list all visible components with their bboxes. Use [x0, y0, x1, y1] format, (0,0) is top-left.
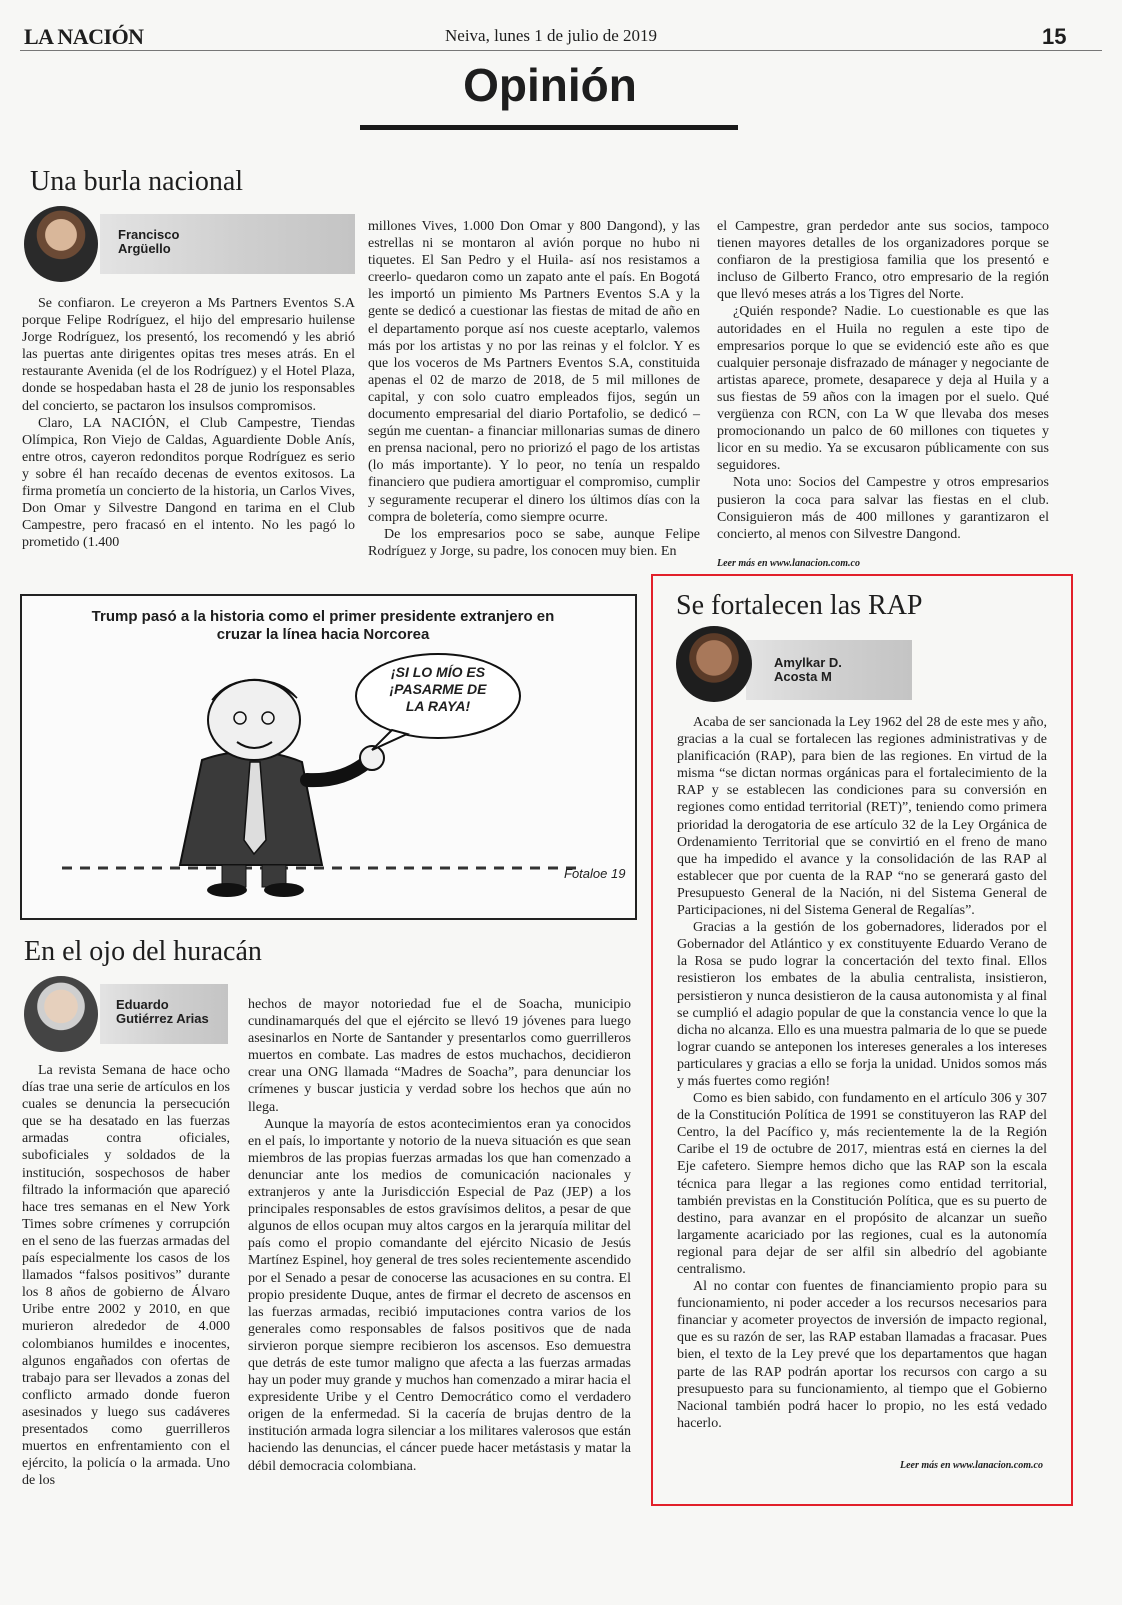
- paragraph: Aunque la mayoría de estos acontecimientos eran ya conocidos en el país, lo importante y notorio de la nueva situación es que sean miembros de las propias fuerzas armadas los que han comenzado a denunciar ante los medios de comunicación nacionales y extranjeros y ante la Jurisdicción Especial de Paz (JEP) a los principales responsables de estos gravísimos delitos, a pesar de que algunos de ellos ocupan muy altos cargos en la jerarquía militar del país como el propio comandante del ejército Nicasio de Jesús Martínez Espinel, hoy general de tres soles recientemente ascendido por el Senado a pesar de conocerse las acusaciones en su contra. El propio presidente Duque, antes de firmar el decreto de ascensos en las fuerzas armadas, recibió imputaciones contra varios de los generales como responsables de falsos positivos que de nada sirvieron porque siempre recibieron los ascensos. Eso demuestra que detrás de este tumor maligno que afecta a las fuerzas armadas hay un poder muy grande y muchos han comenzado a mirar hacia el expresidente Uribe y el Centro Democrático como el verdadero origen de la enfermedad. Si la cacería de brujas dentro de la institución armada logra silenciar a los militares valerosos que están haciendo las denuncias, el cáncer puede hacer metástasis y matar la débil democracia colombiana.: [248, 1116, 631, 1474]
- author-photo: [24, 976, 98, 1052]
- author-photo: [676, 626, 752, 702]
- article-headline: Se fortalecen las RAP: [676, 590, 923, 621]
- page-number: 15: [1042, 24, 1067, 49]
- author-name: Francisco Argüello: [118, 227, 180, 256]
- paragraph: el Campestre, gran perdedor ante sus socios, tampoco tienen mayores detalles de los organizadores porque se confiaron de la prestigiosa familia que los presentó e incluso de Gilberto Franco, otro empresario de la región que llevó meses atrás a los Tigres del Norte.: [717, 219, 1049, 303]
- paragraph: La revista Semana de hace ocho días trae una serie de artículos en los cuales se denuncia la persecución que se ha desatado en las fuerzas armadas contra oficiales, suboficiales y soldados de la institución, sospechosos de haber filtrado la información que apareció hace tres semanas en el New York Times sobre crímenes y corrupción en el seno de las fuerzas armadas del país especialmente los casos de los llamados “falsos positivos” durante los 8 años de gobierno de Álvaro Uribe entre 2002 y 2010, en que murieron alrededor de 4.000 colombianos humildes e inocentes, algunos engañados con ofertas de trabajo para ser llevados a zonas del conflicto armado donde fueron asesinados y luego sus cadáveres presentados como guerrilleros muertos en enfrentamiento con el ejército, la policía o la armada. Uno de los: [22, 1063, 230, 1489]
- author-name: Amylkar D. Acosta M: [774, 655, 842, 684]
- masthead-rule: [20, 50, 1102, 51]
- paragraph: millones Vives, 1.000 Don Omar y 800 Dangond), y las estrellas ni se montaron al avión porque no hubo ni tiquetes. El San Pedro y el Huila- así nos resistamos a creerlo- quedaron como un zapato ante el país. En Bogotá les importó un pimiento Ms Partners Eventos S.A y la gente se dedicó a cuestionar las fiestas de mitad de año en el departamento porque así nos cueste aceptarlo, valemos más por los artistas y no por las reinas y el folclor. Y es que los voceros de Ms Partners Eventos S.A, constituida apenas el 02 de marzo de 2018, de 5 mil millones de capital, y con solo cuatro empleados fijos, según un documento empresarial del diario Portafolio, se dedicó – según me cuentan- a financiar millonarias sumas de dinero en prensa nacional, pero no priorizó el pago de los artistas (lo más importante). Y lo peor, no tenía un respaldo financiero que pudiera amortiguar el compromiso, cumplir y seguramente recuperar el dinero los últimos días con la compra de boletería, como siempre ocurre.: [368, 219, 700, 525]
- article-column: [248, 996, 631, 1475]
- author-name: Eduardo Gutiérrez Arias: [116, 997, 209, 1026]
- speech-bubble-text: ¡SI LO MÍO ES ¡PASARME DE LA RAYA!: [389, 664, 487, 714]
- speech-bubble-tail: [372, 730, 407, 750]
- paragraph: Nota uno: Socios del Campestre y otros empresarios pusieron la coca para salvar las fiestas en el club. Consiguieron más de 400 millones y garantizaron el concierto, al menos con Silvestre Dangond.: [717, 475, 1049, 542]
- issue-date: Neiva, lunes 1 de julio de 2019: [445, 26, 657, 45]
- paragraph: De los empresarios poco se sabe, aunque Felipe Rodríguez y Jorge, su padre, los conocen muy bien. En: [368, 526, 700, 559]
- article-column: [368, 218, 700, 560]
- author-photo: [24, 206, 98, 282]
- article-column: [22, 1062, 230, 1489]
- article-column: [22, 295, 355, 551]
- read-more: Leer más en www.lanacion.com.co: [717, 558, 860, 569]
- read-more: Leer más en www.lanacion.com.co: [900, 1460, 1043, 1471]
- paragraph: Como es bien sabido, con fundamento en el artículo 306 y 307 de la Constitución Política de 1991 se constituyeron las RAP del Centro, la del Pacífico y, más recientemente la de la Región Caribe el 19 de octubre de 2017, mientras está en ciernes la del Eje cafetero. Siempre hemos dicho que las RAP son la escala técnica para llegar a las regiones como entidad territorial, también previstas en la Constitución Política, que es su puerto de destino, para avanzar en el propósito de alcanzar un sueño largamente acariciado por las regiones, cual es la autonomía regional para dejar de ser alfil sin albedrío del agobiante centralismo.: [677, 1091, 1047, 1277]
- left-shoe: [207, 883, 247, 897]
- paragraph: ¿Quién responde? Nadie. Lo cuestionable es que las autoridades en el Huila no regulen a este tipo de empresarios porque lo que se evidenció este año es que cualquier personaje disfrazado de mánager y negociante de artistas aparece, promete, desaparece y deja al Huila y a sus fiestas de 59 años con la imagen por el suelo. Qué vergüenza con RCN, con La W que llevaba dos meses promocionando un palco de 60 millones con tiquetes y licor en su medio. Ya se excusaron públicamente con sus seguidores.: [717, 304, 1049, 474]
- paragraph: Gracias a la gestión de los gobernadores, liderados por el Gobernador del Atlántico y ex constituyente Eduardo Verano de la Rosa se pudo lograr la concertación del texto final. Ellos resistieron los embates de la abulia centralista, insistieron, persistieron y nunca desistieron de la causa autonomista y al final se cumplió el adagio popular de que la constancia vence lo que la dicha no alcanza. Ello es una muestra palmaria de lo que se puede lograr cuando se anteponen los intereses generales a los intereses particulares y gracias a ello se forja la unidad. Unidos somos más y más fuertes como región!: [677, 920, 1047, 1089]
- article-headline: En el ojo del huracán: [24, 936, 262, 967]
- cartoon-illustration: [22, 650, 631, 914]
- section-rule: [360, 125, 738, 130]
- arm: [307, 762, 367, 780]
- paragraph: Al no contar con fuentes de financiamiento propio para su funcionamiento, ni poder acceder a los recursos necesarios para financiar y acometer proyectos de inversión de impacto regional, que es su razón de ser, las RAP estaban llamadas a fracasar. Pues bien, el texto de la Ley prevé que los departamentos que hagan parte de las RAP podrán aportar los recursos con cargo a su presupuesto para su funcionamiento, al tiempo que el Gobierno Nacional también podrá hacer lo propio, no les está vedado hacerlo.: [677, 1279, 1047, 1431]
- right-shoe: [264, 883, 304, 897]
- paragraph: hechos de mayor notoriedad fue el de Soacha, municipio cundinamarqués del que el ejército se llevó 19 jóvenes para luego asesinarlos en Norte de Santander y presentarlos como guerrilleros muertos en combate. Las madres de estos muchachos, decidieron crear una ONG llamada “Madres de Soacha”, para denunciar los crímenes y buscar justicia y verdad sobre los hechos que aún no llega.: [248, 997, 631, 1115]
- article-headline: Una burla nacional: [30, 166, 244, 197]
- paragraph: Se confiaron. Le creyeron a Ms Partners Eventos S.A porque Felipe Rodríguez, el hijo del empresario huilense Jorge Rodríguez, los presentó, los recomendó y les abrió las puertas ante dirigentes opitas tres meses atrás. En el restaurante Avenida (el de los Rodríguez) y el Hotel Plaza, donde se hospedaban hasta el 28 de junio los responsables del concierto, se pactaron los insulsos compromisos.: [22, 296, 355, 414]
- newspaper-logo: LA NACIÓN: [24, 24, 144, 49]
- paragraph: Claro, LA NACIÓN, el Club Campestre, Tiendas Olímpica, Ron Viejo de Caldas, Aguardiente Doble Anís, entre otros, cayeron redonditos porque Rodríguez es serio y sobre él han recaído decenas de eventos exitosos. La firma prometía un concierto de la historia, un Carlos Vives, Don Omar y Silvestre Dangond en tarima en el Club Campestre, pero fracasó en el intento. No les pagó lo prometido (1.400: [22, 415, 355, 551]
- paragraph: Acaba de ser sancionada la Ley 1962 del 28 de este mes y año, gracias a la cual se fortalecen las regiones administrativas y de planificación (RAP), para bien de las regiones. En virtud de la misma “se dictan normas orgánicas para el fortalecimiento de la RAP y se establecen las condiciones para su conversión en regiones como entidad territorial (RET)”, teniendo como primera prioridad la derogatoria de ese artículo 32 de la Ley Orgánica de Ordenamiento Territorial que se convirtió en el freno de mano que ha impedido el avance y la consolidación de las RAP al establecer que por cuenta de la RAP “no se generará gasto del Presupuesto General de la Nación, ni del Sistema General de Participaciones, ni del Sistema General de Regalías”.: [677, 715, 1047, 919]
- cartoonist-signature: Fotaloe 19: [564, 866, 626, 881]
- cartoon-caption: Trump pasó a la historia como el primer presidente extranjero en cruzar la línea hacia Norcorea: [91, 608, 555, 643]
- section-title: Opinión: [463, 59, 637, 111]
- article-column: [717, 218, 1049, 543]
- article-column: [677, 714, 1047, 1432]
